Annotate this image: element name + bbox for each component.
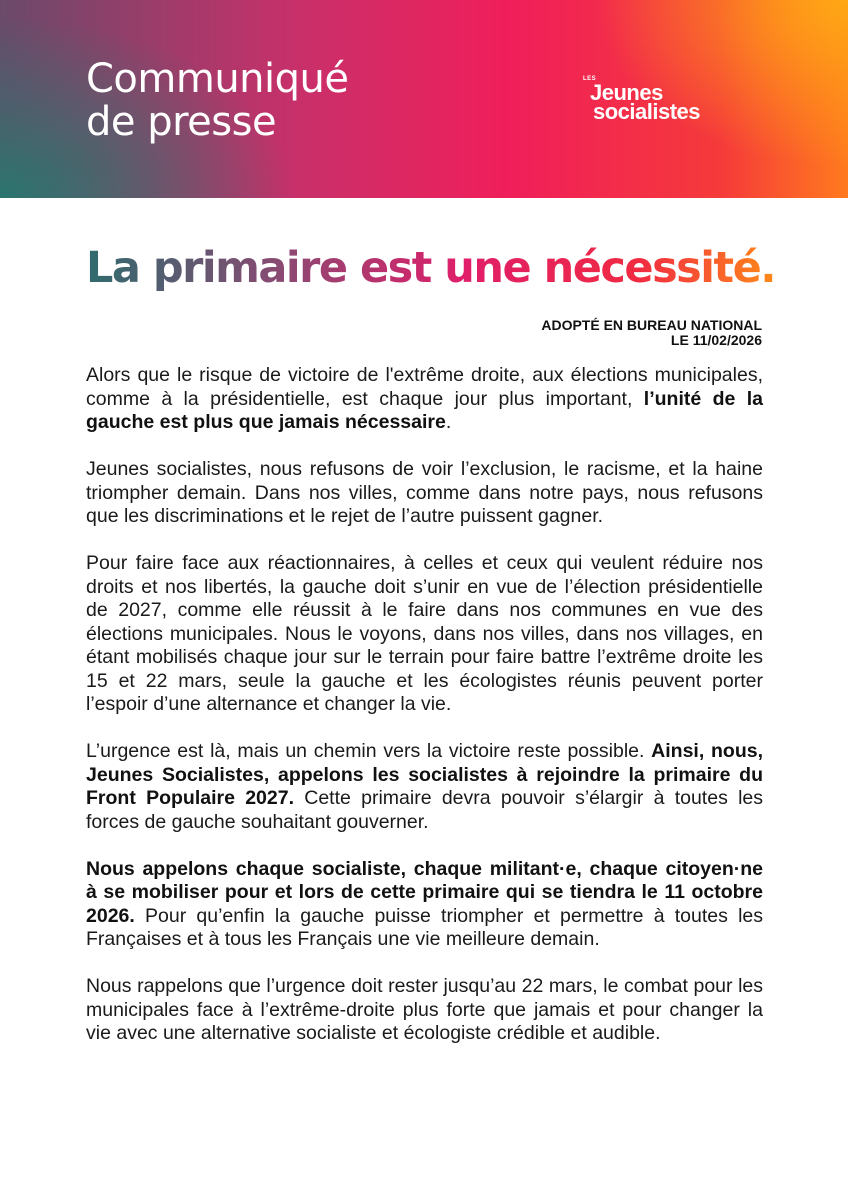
logo-line-2: socialistes [593,99,701,124]
adoption-notice [541,318,762,348]
paragraph-1 [86,364,763,435]
paragraph-1-emphasis: l’unité de la gauche est plus que jamais nécessaire [86,387,763,433]
paragraph-4 [86,740,763,834]
header-banner [0,0,848,198]
paragraph-4-emphasis: Ainsi, nous, Jeunes Socialistes, appelons les socialistes à rejoindre la primaire du Front Populaire 2027. [86,740,763,809]
paragraph-1-text: Alors que le risque de victoire de l'extrême droite, aux élections municipales, comme à la présidentielle, est chaque jour plus important, [86,364,763,410]
logo-small-text: LES [583,76,597,82]
body-text [86,364,763,1069]
paragraph-6: Nous rappelons que l’urgence doit rester jusqu’au 22 mars, le combat pour les municipales face à l’extrême-droite plus forte que jamais et pour changer la vie avec une alternative socialiste et écologiste crédible et audible. [86,975,763,1044]
paragraph-5-text: Pour qu’enfin la gauche puisse triompher et permettre à toutes les Françaises et à tous les Français une vie meilleure demain. [86,904,763,950]
press-release-title [86,58,349,144]
paragraph-3: Pour faire face aux réactionnaires, à celles et ceux qui veulent réduire nos droits et nos libertés, la gauche doit s’unir en vue de l’élection présidentielle de 2027, comme elle réussit à le faire dans nos communes en vue des élections municipales. Nous le voyons, dans nos villes, dans nos villages, en étant mobilisés chaque jour sur le terrain pour faire battre l’extrême droite les 15 et 22 mars, seule la gauche et les écologistes réunis peuvent porter l’espoir d’une alternance et changer la vie. [86,552,763,715]
paragraph-2: Jeunes socialistes, nous refusons de voir l’exclusion, le racisme, et la haine triompher demain. Dans nos villes, comme dans notre pays, nous refusons que les discriminations et le rejet de l’autre puissent gagner. [86,458,763,527]
adoption-line-1: ADOPTÉ EN BUREAU NATIONAL [541,317,762,333]
title-line-1: Communiqué [86,56,349,102]
title-line-2: de presse [86,99,277,145]
logo-line-1: Jeunes [590,80,663,105]
headline: La primaire est une nécessité. [86,238,775,298]
paragraph-5-emphasis: Nous appelons chaque socialiste, chaque militant·e, chaque citoyen·ne à se mobiliser pour et lors de cette primaire qui se tiendra le 11 octobre 2026. [86,857,763,927]
paragraph-1-end: . [445,411,452,433]
paragraph-4-end: Cette primaire devra pouvoir s’élargir à toutes les forces de gauche souhaitant gouverner. [86,787,764,833]
adoption-date: LE 11/02/2026 [670,332,762,348]
paragraph-4-text: L’urgence est là, mais un chemin vers la victoire reste possible. [86,740,652,762]
paragraph-5 [86,858,763,952]
